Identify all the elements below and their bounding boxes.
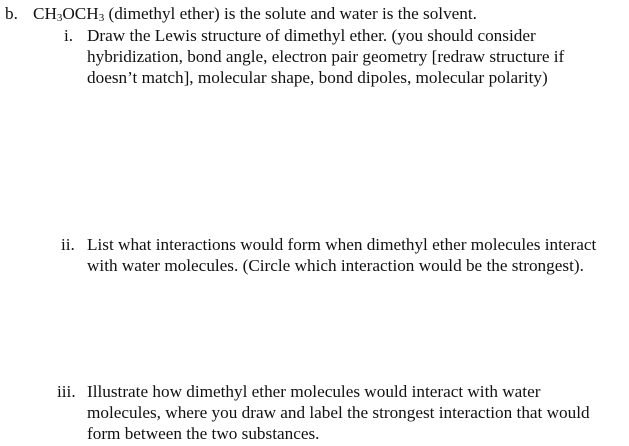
question-rest: (dimethyl ether) is the solute and water is the solvent.: [104, 4, 477, 23]
formula-sub2: 3: [98, 12, 105, 24]
item-iii-line-2: molecules, where you draw and label the strongest interaction that would: [87, 403, 590, 422]
formula-sub1: 3: [56, 12, 63, 24]
question-label: b.: [5, 4, 18, 23]
item-iii-line-3: form between the two substances.: [87, 424, 320, 443]
item-i-label: i.: [64, 26, 74, 45]
item-ii-label: ii.: [61, 235, 75, 254]
item-iii-line-1: Illustrate how dimethyl ether molecules would interact with water: [87, 382, 541, 401]
question-text: [33, 3, 477, 24]
formula-part2: OCH: [62, 4, 99, 23]
item-i-line-3: doesn’t match], molecular shape, bond dipoles, molecular polarity): [87, 68, 548, 87]
item-ii-line-2: with water molecules. (Circle which interaction would be the strongest).: [87, 256, 584, 275]
item-ii-line-1: List what interactions would form when dimethyl ether molecules interact: [87, 235, 597, 254]
item-i-line-2: hybridization, bond angle, electron pair geometry [redraw structure if: [87, 47, 565, 66]
formula-part1: CH: [33, 4, 57, 23]
item-iii-label: iii.: [57, 382, 76, 401]
item-i-line-1: Draw the Lewis structure of dimethyl ether. (you should consider: [87, 26, 536, 45]
